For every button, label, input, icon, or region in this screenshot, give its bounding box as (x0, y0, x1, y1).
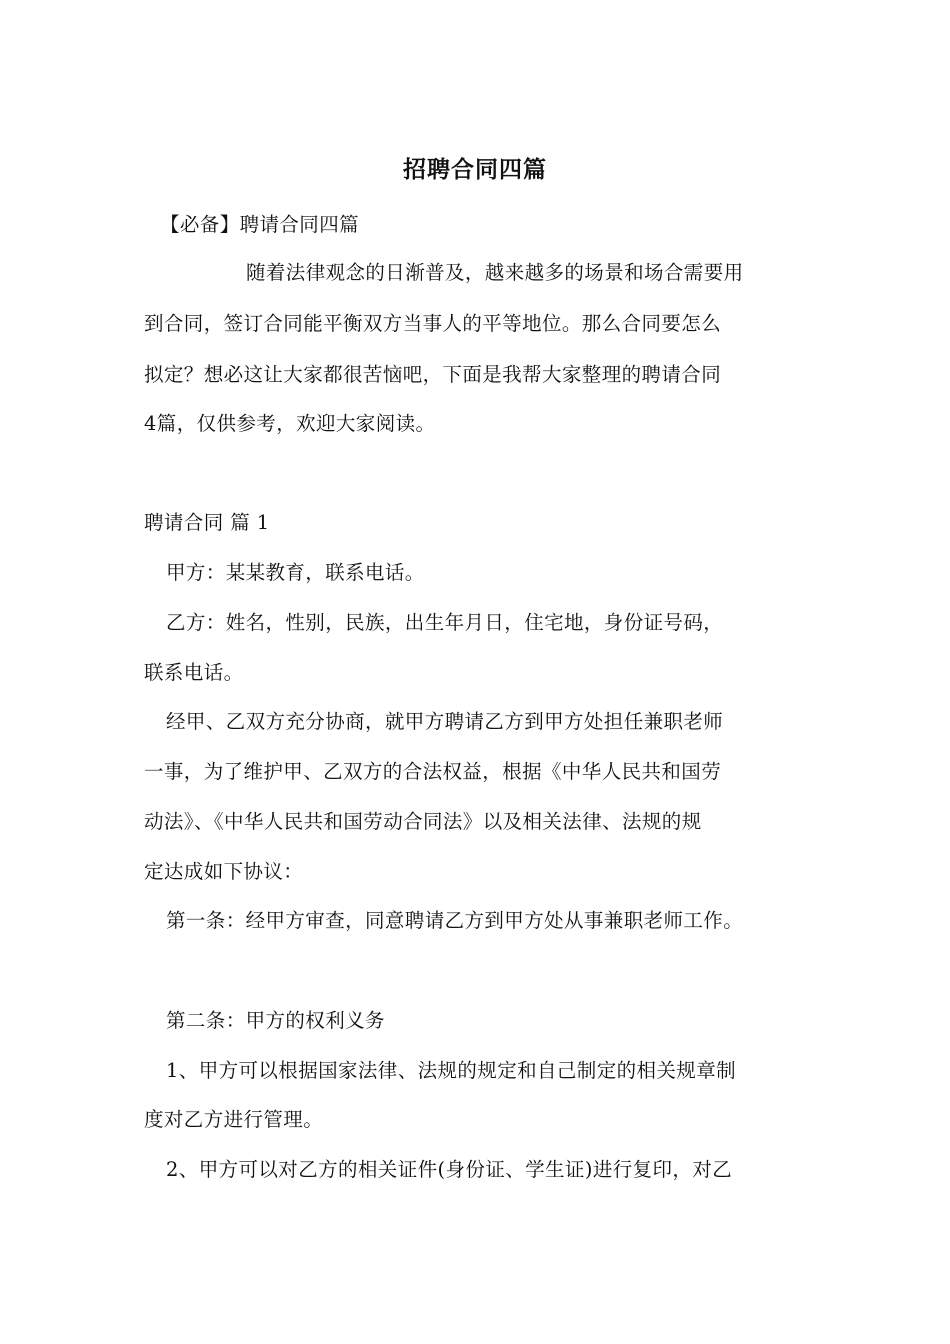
subtitle-line: 【必备】聘请合同四篇 (160, 213, 360, 236)
paragraph-line: 第二条：甲方的权利义务 (166, 1009, 385, 1032)
paragraph-line: 1、甲方可以根据国家法律、法规的规定和自己制定的相关规章制 (166, 1059, 737, 1082)
paragraph-line: 随着法律观念的日渐普及，越来越多的场景和场合需要用 (246, 261, 744, 284)
paragraph-line: 经甲、乙双方充分协商，就甲方聘请乙方到甲方处担任兼职老师 (166, 710, 724, 733)
paragraph-line: 到合同，签订合同能平衡双方当事人的平等地位。那么合同要怎么 (144, 312, 722, 335)
paragraph-line: 联系电话。 (144, 661, 244, 684)
paragraph-line: 拟定？想必这让大家都很苦恼吧，下面是我帮大家整理的聘请合同 (144, 363, 722, 386)
paragraph-line: 2、甲方可以对乙方的相关证件(身份证、学生证)进行复印，对乙 (166, 1158, 733, 1181)
paragraph-line: 甲方：某某教育，联系电话。 (166, 561, 425, 584)
paragraph-line: 定达成如下协议： (144, 860, 304, 883)
document-title: 招聘合同四篇 (403, 157, 547, 183)
section-heading: 聘请合同 篇 1 (144, 511, 270, 534)
paragraph-line: 度对乙方进行管理。 (144, 1108, 324, 1131)
paragraph-line: 第一条：经甲方审查，同意聘请乙方到甲方处从事兼职老师工作。 (166, 909, 744, 932)
paragraph-line: 4篇，仅供参考，欢迎大家阅读。 (144, 412, 436, 435)
paragraph-line: 动法》、《中华人民共和国劳动合同法》以及相关法律、法规的规 (144, 810, 702, 833)
paragraph-line: 一事，为了维护甲、乙双方的合法权益，根据《中华人民共和国劳 (144, 760, 722, 783)
paragraph-line: 乙方：姓名，性别，民族，出生年月日，住宅地，身份证号码， (166, 611, 724, 634)
